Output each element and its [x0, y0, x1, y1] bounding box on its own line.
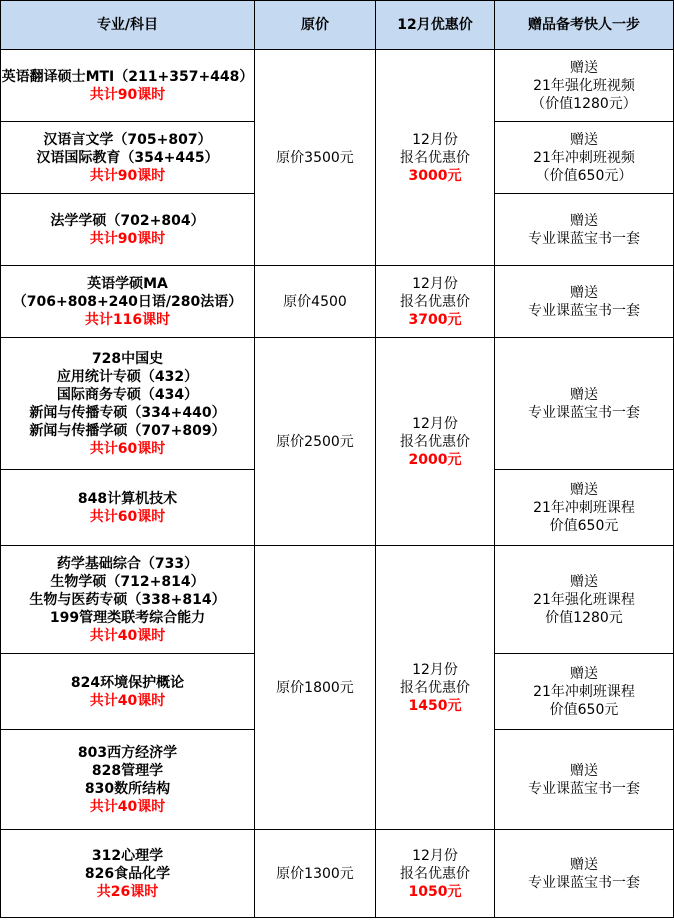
gift-line: 价值650元	[549, 517, 619, 534]
gift-cell	[495, 830, 674, 918]
gift-line: 专业课蓝宝书一套	[528, 302, 640, 319]
promo-price-cell	[376, 50, 495, 266]
original-price: 原价2500元	[276, 433, 354, 450]
promo-label: 报名优惠价	[400, 293, 470, 310]
promo-price: 1050元	[408, 883, 462, 900]
gift-line: 赠送	[570, 481, 598, 498]
subject-line: 824环境保护概论	[70, 674, 185, 691]
hours-text: 共计40课时	[89, 627, 166, 644]
gift-line: 专业课蓝宝书一套	[528, 230, 640, 247]
promo-price-cell	[376, 830, 495, 918]
header-original-price: 原价	[255, 1, 376, 50]
original-price-cell	[255, 338, 376, 546]
gift-cell	[495, 50, 674, 122]
subject-line: 药学基础综合（733）	[56, 555, 199, 572]
hours-text: 共26课时	[96, 883, 159, 900]
subject-cell	[1, 122, 255, 194]
gift-line: 21年冲刺班课程	[533, 683, 635, 700]
promo-label: 报名优惠价	[400, 865, 470, 882]
promo-label: 12月份	[412, 847, 458, 864]
gift-line: 价值1280元	[545, 609, 623, 626]
subject-line: 828管理学	[91, 762, 164, 779]
subject-cell	[1, 50, 255, 122]
gift-cell	[495, 654, 674, 730]
promo-label: 12月份	[412, 415, 458, 432]
gift-line: 赠送	[570, 212, 598, 229]
subject-line: 应用统计专硕（432）	[56, 368, 199, 385]
subject-line: 728中国史	[91, 350, 164, 367]
promo-price-cell	[376, 338, 495, 546]
original-price: 原价1300元	[276, 865, 354, 882]
subject-line: 199管理类联考综合能力	[49, 609, 206, 626]
subject-line: 国际商务专硕（434）	[56, 386, 199, 403]
subject-cell	[1, 338, 255, 470]
promo-price-cell	[376, 546, 495, 830]
original-price: 原价4500	[283, 293, 347, 310]
promo-label: 报名优惠价	[400, 433, 470, 450]
subject-line: 英语学硕MA	[87, 275, 168, 292]
header-gift: 赠品备考快人一步	[495, 1, 674, 50]
subject-line: 汉语国际教育（354+445）	[36, 149, 219, 166]
subject-cell	[1, 470, 255, 546]
promo-price: 1450元	[408, 697, 462, 714]
subject-cell	[1, 266, 255, 338]
gift-cell	[495, 122, 674, 194]
gift-line: 21年强化班课程	[533, 591, 635, 608]
promo-price: 2000元	[408, 451, 462, 468]
original-price-cell	[255, 266, 376, 338]
subject-line: 法学学硕（702+804）	[50, 212, 205, 229]
gift-line: 赠送	[570, 284, 598, 301]
subject-line: 英语翻译硕士MTI（211+357+448）	[1, 68, 254, 85]
original-price-cell	[255, 50, 376, 266]
hours-text: 共计40课时	[89, 798, 166, 815]
hours-text: 共计60课时	[89, 440, 166, 457]
subject-line: 生物与医药专硕（338+814）	[29, 591, 226, 608]
subject-cell	[1, 654, 255, 730]
gift-line: 赠送	[570, 856, 598, 873]
subject-line: 830数所结构	[84, 780, 171, 797]
hours-text: 共计116课时	[84, 311, 171, 328]
gift-cell	[495, 730, 674, 830]
gift-line: 专业课蓝宝书一套	[528, 874, 640, 891]
subject-line: 312心理学	[91, 847, 164, 864]
hours-text: 共计90课时	[89, 230, 166, 247]
gift-line: 专业课蓝宝书一套	[528, 780, 640, 797]
subject-cell	[1, 546, 255, 654]
header-row	[1, 1, 674, 50]
original-price: 原价3500元	[276, 149, 354, 166]
original-price-cell	[255, 830, 376, 918]
gift-cell	[495, 470, 674, 546]
subject-cell	[1, 830, 255, 918]
table-row	[1, 266, 674, 338]
subject-line: 848计算机技术	[77, 490, 178, 507]
subject-line: 826食品化学	[84, 865, 171, 882]
gift-line: 21年冲刺班课程	[533, 499, 635, 516]
gift-line: 21年强化班视频	[533, 77, 635, 94]
subject-line: 新闻与传播学硕（707+809）	[29, 422, 226, 439]
gift-line: 赠送	[570, 131, 598, 148]
original-price: 原价1800元	[276, 679, 354, 696]
promo-label: 报名优惠价	[400, 679, 470, 696]
gift-line: 赠送	[570, 386, 598, 403]
gift-line: 价值650元	[549, 701, 619, 718]
table-row	[1, 50, 674, 122]
promo-label: 12月份	[412, 661, 458, 678]
gift-line: 赠送	[570, 573, 598, 590]
gift-cell	[495, 546, 674, 654]
subject-cell	[1, 730, 255, 830]
subject-line: 803西方经济学	[77, 744, 178, 761]
table-row	[1, 830, 674, 918]
header-subject: 专业/科目	[1, 1, 255, 50]
hours-text: 共计40课时	[89, 692, 166, 709]
subject-line: （706+808+240日语/280法语）	[12, 293, 243, 310]
subject-line: 生物学硕（712+814）	[50, 573, 205, 590]
subject-cell	[1, 194, 255, 266]
subject-line: 新闻与传播专硕（334+440）	[29, 404, 226, 421]
hours-text: 共计60课时	[89, 508, 166, 525]
original-price-cell	[255, 546, 376, 830]
gift-cell	[495, 266, 674, 338]
promo-label: 报名优惠价	[400, 149, 470, 166]
promo-price: 3000元	[408, 167, 462, 184]
gift-line: 赠送	[570, 59, 598, 76]
header-promo-price: 12月优惠价	[376, 1, 495, 50]
gift-line: 赠送	[570, 762, 598, 779]
gift-line: 21年冲刺班视频	[533, 149, 635, 166]
gift-cell	[495, 338, 674, 470]
promo-price-cell	[376, 266, 495, 338]
table-row	[1, 338, 674, 470]
subject-line: 汉语言文学（705+807）	[43, 131, 212, 148]
gift-line: （价值1280元）	[531, 95, 637, 112]
gift-line: 专业课蓝宝书一套	[528, 404, 640, 421]
gift-cell	[495, 194, 674, 266]
hours-text: 共计90课时	[89, 167, 166, 184]
promo-label: 12月份	[412, 275, 458, 292]
hours-text: 共计90课时	[89, 86, 166, 103]
promo-price: 3700元	[408, 311, 462, 328]
promo-label: 12月份	[412, 131, 458, 148]
gift-line: （价值650元）	[535, 167, 633, 184]
gift-line: 赠送	[570, 665, 598, 682]
table-row	[1, 546, 674, 654]
